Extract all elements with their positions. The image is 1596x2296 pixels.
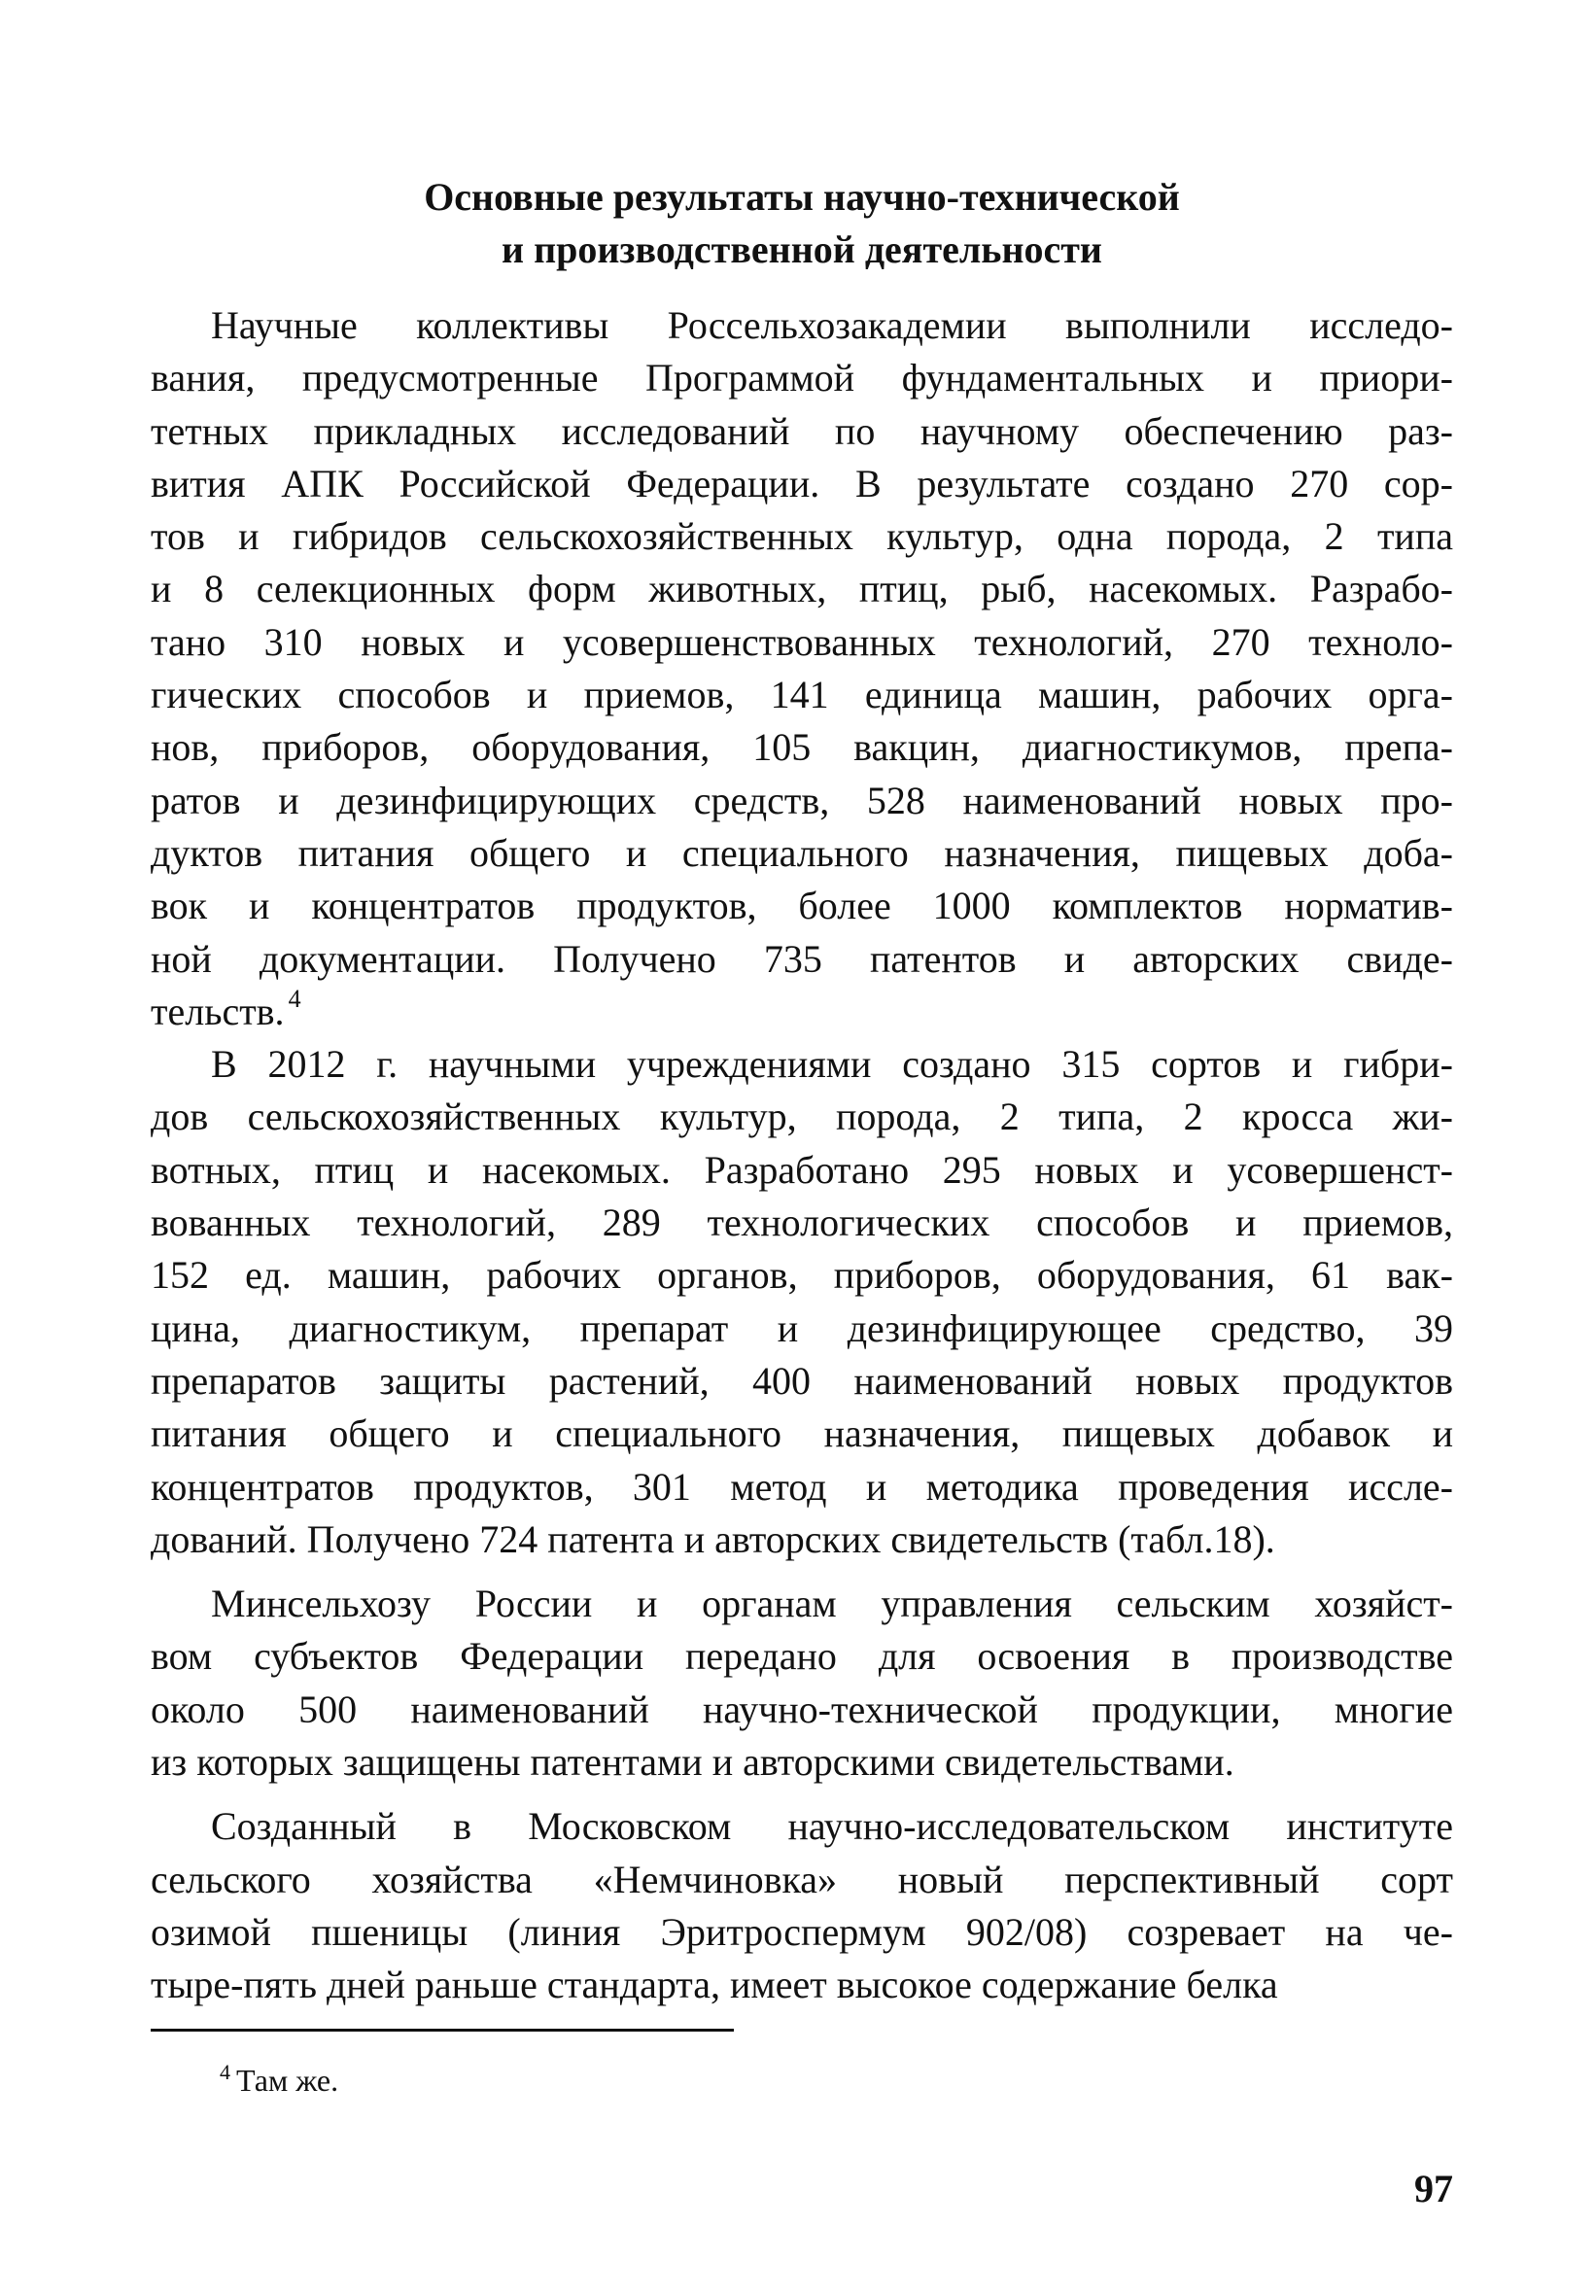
text-line: около 500 наименований научно-технической продукции, многие <box>151 1687 1453 1731</box>
text-line: вок и концентратов продуктов, более 1000 комплектов норматив- <box>151 884 1453 928</box>
paragraph-gap <box>151 1789 1453 1800</box>
text-line: Созданный в Московском научно-исследовательском институте <box>211 1804 1453 1849</box>
paragraph <box>151 299 1453 1038</box>
text-line: вания, предусмотренные Программой фундаментальных и приори- <box>151 356 1453 400</box>
text-line: озимой пшеницы (линия Эритроспермум 902/08) созревает на че- <box>151 1909 1453 1954</box>
body-text <box>151 299 1453 2012</box>
section-heading <box>151 171 1453 276</box>
paragraph-gap <box>151 1566 1453 1578</box>
footnote <box>220 2053 338 2100</box>
paragraph <box>151 1038 1453 1566</box>
text-line: вития АПК Российской Федерации. В результате создано 270 сор- <box>151 461 1453 505</box>
text-line: цина, диагностикум, препарат и дезинфицирующее средство, 39 <box>151 1305 1453 1350</box>
paragraph <box>151 1800 1453 2011</box>
paragraph <box>151 1578 1453 1789</box>
text-line: вом субъектов Федерации передано для освоения в производстве <box>151 1634 1453 1679</box>
text-line: препаратов защиты растений, 400 наименований новых продуктов <box>151 1358 1453 1403</box>
text-line: нов, приборов, оборудования, 105 вакцин, диагностикумов, препа- <box>151 725 1453 770</box>
text-line: ратов и дезинфицирующих средств, 528 наименований новых про- <box>151 778 1453 822</box>
footnote-reference[interactable]: 4 <box>288 984 301 1013</box>
text-line: из которых защищены патентами и авторскими свидетельствами. <box>151 1740 1234 1785</box>
text-line: тельств. $^4$ <box>151 984 301 1033</box>
text-line: Научные коллективы Россельхозакадемии выполнили исследо- <box>211 303 1453 347</box>
text-line: тов и гибридов сельскохозяйственных культур, одна порода, 2 типа <box>151 514 1453 559</box>
text-line: питания общего и специального назначения, пищевых добавок и <box>151 1411 1453 1456</box>
text-line: сельского хозяйства «Немчиновка» новый перспективный сорт <box>151 1857 1453 1901</box>
text-line: ной документации. Получено 735 патентов и авторских свиде- <box>151 936 1453 981</box>
footnote-divider <box>151 2029 734 2032</box>
text-line: гических способов и приемов, 141 единица машин, рабочих орга- <box>151 673 1453 717</box>
text-line: дов сельскохозяйственных культур, порода, 2 типа, 2 кросса жи- <box>151 1095 1453 1139</box>
footnote-text: Там же. <box>236 2063 339 2098</box>
text-line: В 2012 г. научными учреждениями создано 315 сортов и гибри- <box>211 1042 1453 1087</box>
text-line: и 8 селекционных форм животных, птиц, рыб, насекомых. Разрабо- <box>151 567 1453 611</box>
heading-line-2: и производственной деятельности <box>502 227 1102 271</box>
text-line: концентратов продуктов, 301 метод и методика проведения иссле- <box>151 1464 1453 1509</box>
text-line: тетных прикладных исследований по научному обеспечению раз- <box>151 408 1453 453</box>
text-line: вованных технологий, 289 технологических способов и приемов, <box>151 1200 1453 1245</box>
text-line: дуктов питания общего и специального назначения, пищевых доба- <box>151 830 1453 875</box>
text-line: тыре-пять дней раньше стандарта, имеет высокое содержание белка <box>151 1963 1278 2007</box>
page-number: 97 <box>1414 2167 1453 2210</box>
heading-line-1: Основные результаты научно-технической <box>424 175 1180 219</box>
text-line: тано 310 новых и усовершенствованных технологий, 270 техноло- <box>151 619 1453 664</box>
text-line: Минсельхозу России и органам управления сельским хозяйст- <box>211 1582 1453 1626</box>
footnote-mark: 4 <box>220 2060 230 2084</box>
text-line: дований. Получено 724 патента и авторских свидетельств (табл.18). <box>151 1516 1275 1561</box>
text-line: 152 ед. машин, рабочих органов, приборов, оборудования, 61 вак- <box>151 1253 1453 1298</box>
text-line: вотных, птиц и насекомых. Разработано 295 новых и усовершенст- <box>151 1147 1453 1192</box>
